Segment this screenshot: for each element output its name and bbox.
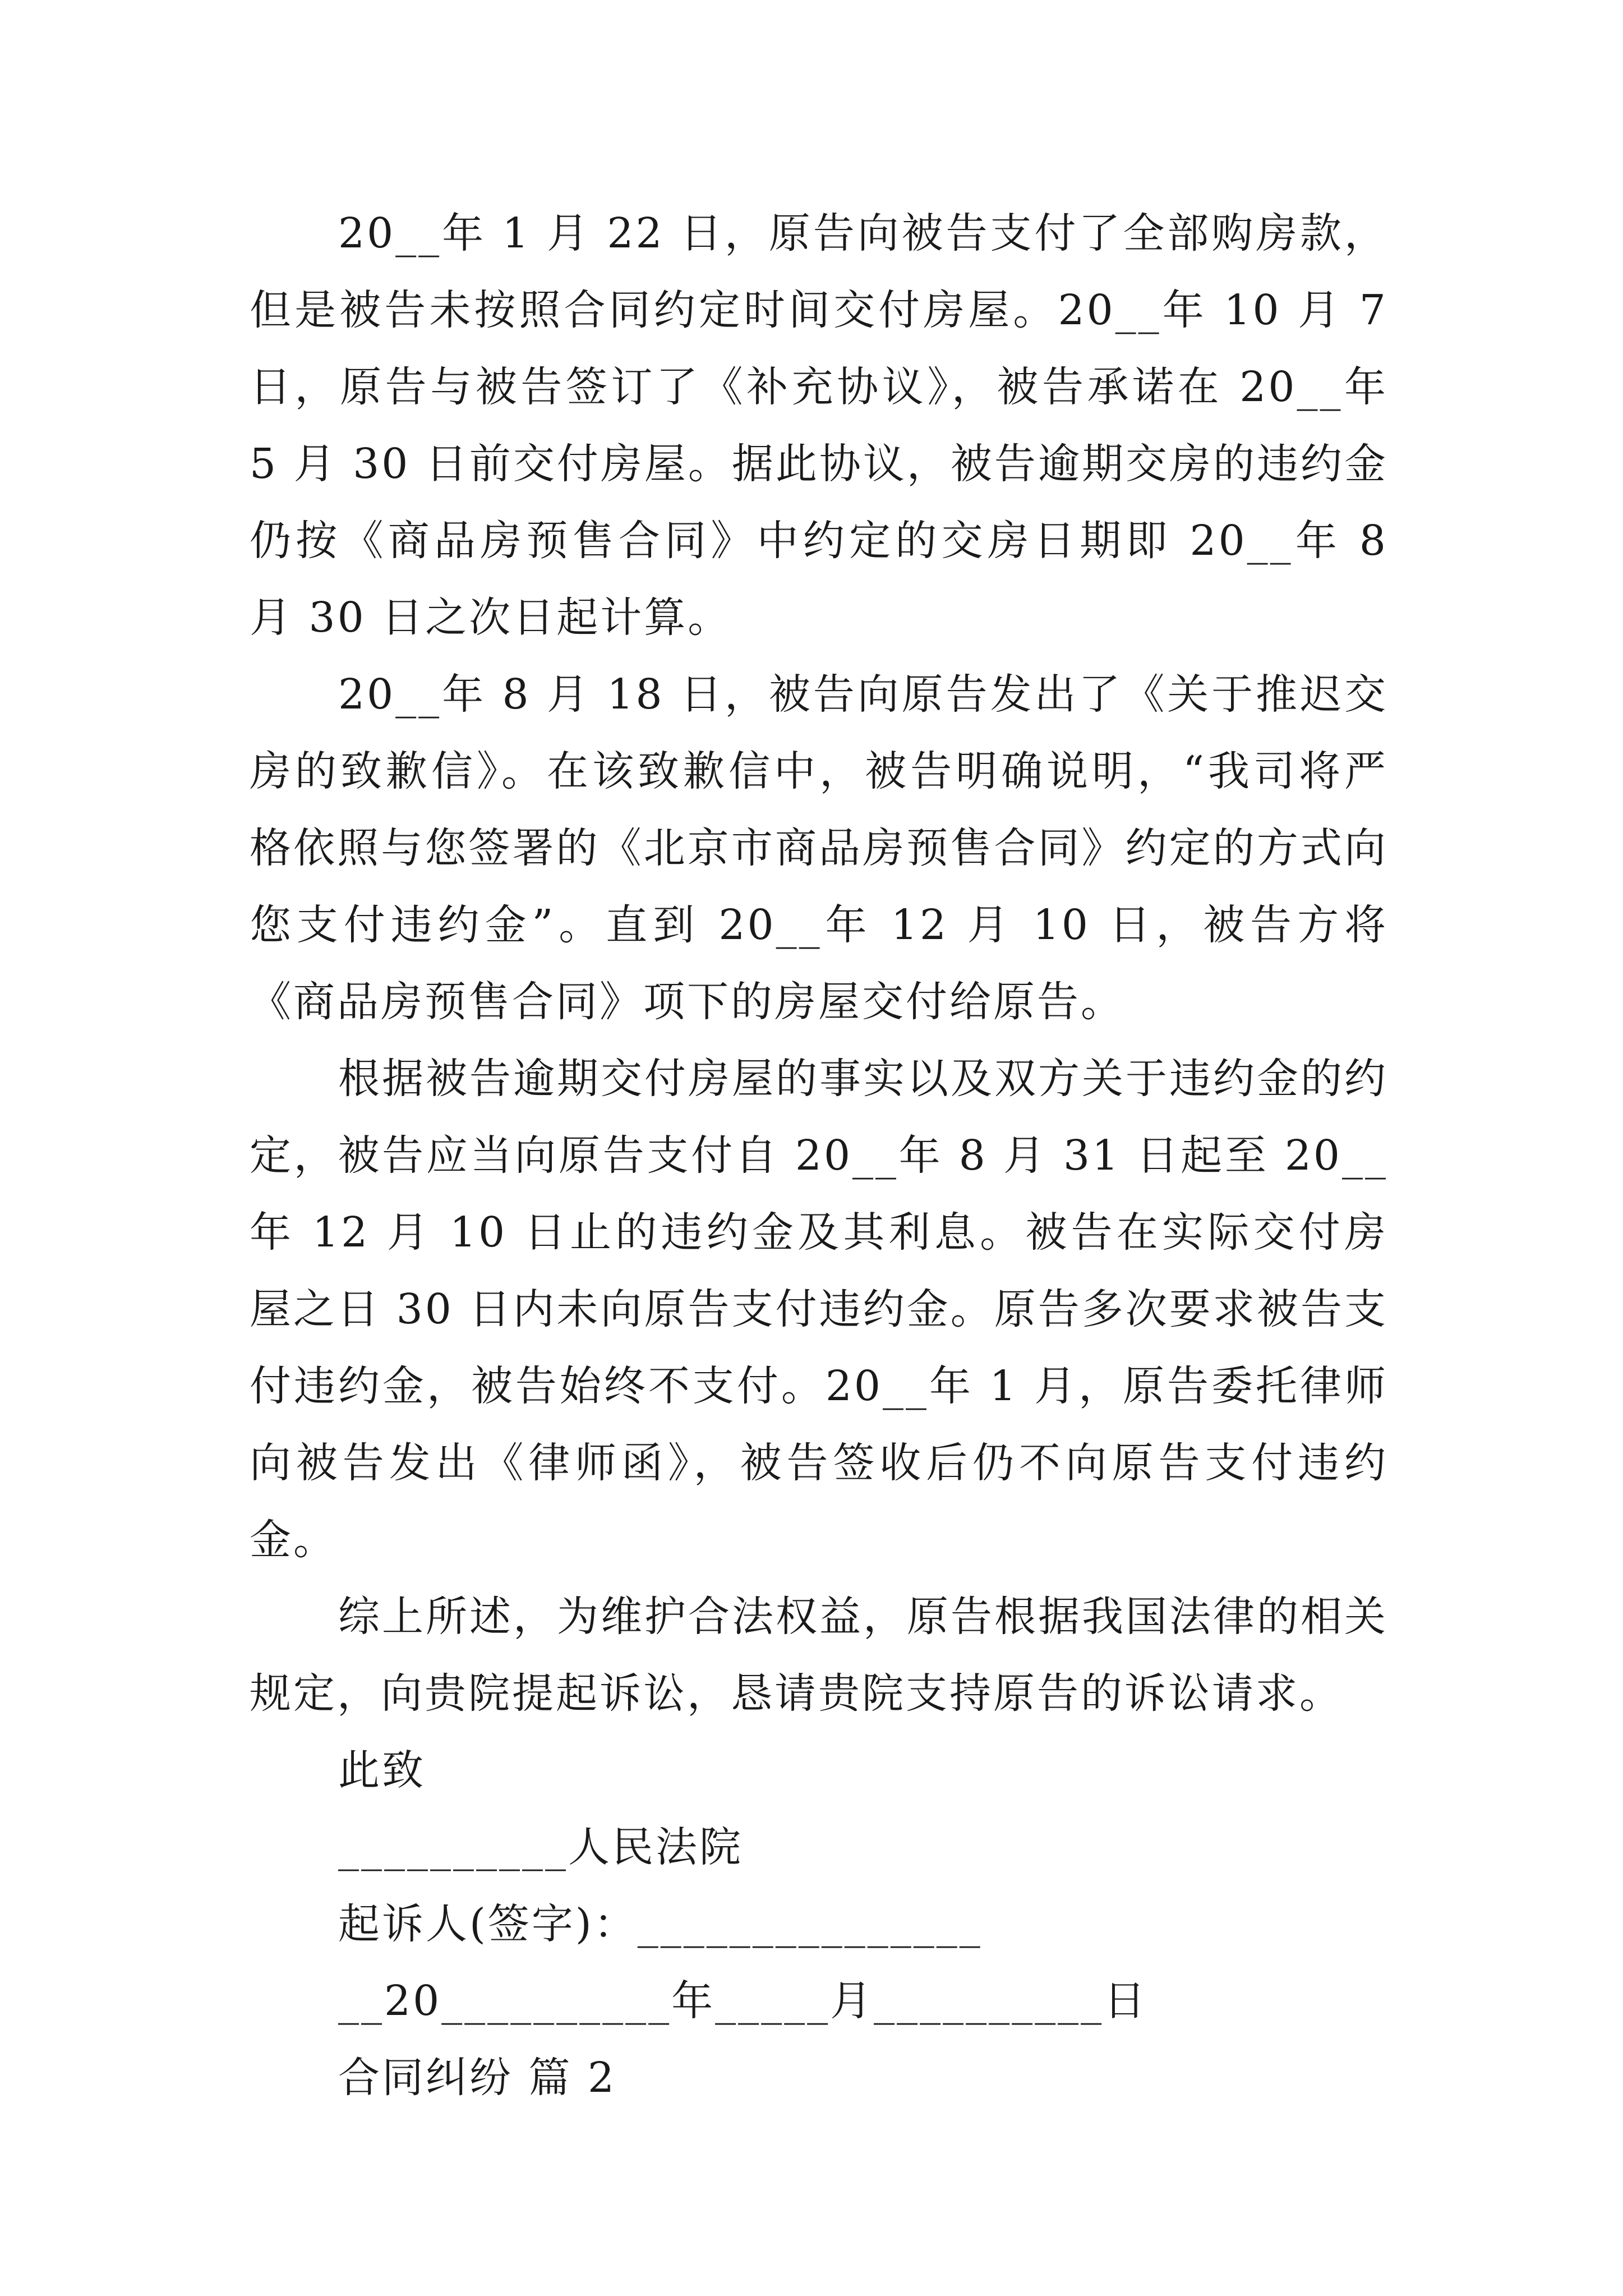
court-name-line: __________人民法院 xyxy=(338,1823,743,1871)
document-body xyxy=(250,195,1388,2116)
signature-line: 起诉人(签字)：_______________ xyxy=(338,1900,983,1948)
closing-salutation: 此致 xyxy=(338,1746,426,1795)
paragraph-payment: 20__年 1 月 22 日，原告向被告支付了全部购房款，但是被告未按照合同约定时间交付房屋。20__年 10 月 7 日，原告与被告签订了《补充协议》，被告承诺在 20__年 5 月 30 日前交付房屋。据此协议，被告逾期交房的违约金仍按《商品房预售合同》中约定的交房日期即 20__年 8 月 30 日之次日起计算。 xyxy=(250,209,1388,642)
paragraph-apology-letter: 20__年 8 月 18 日，被告向原告发出了《关于推迟交房的致歉信》。在该致歉信中，被告明确说明，“我司将严格依照与您签署的《北京市商品房预售合同》约定的方式向您支付违约金”。直到 20__年 12 月 10 日，被告方将《商品房预售合同》项下的房屋交付给原告。 xyxy=(250,670,1388,1026)
next-section-heading: 合同纠纷 篇 2 xyxy=(338,2054,617,2102)
paragraph-conclusion: 综上所述，为维护合法权益，原告根据我国法律的相关规定，向贵院提起诉讼，恳请贵院支持原告的诉讼请求。 xyxy=(250,1593,1388,1718)
paragraph-penalty-claim: 根据被告逾期交付房屋的事实以及双方关于违约金的约定，被告应当向原告支付自 20__年 8 月 31 日起至 20__年 12 月 10 日止的违约金及其利息。被告在实际交付房屋之日 30 日内未向原告支付违约金。原告多次要求被告支付违约金，被告始终不支付。20__年 1 月，原告委托律师向被告发出《律师函》，被告签收后仍不向原告支付违约金。 xyxy=(250,1055,1388,1564)
date-line: __20__________年_____月__________日 xyxy=(338,1977,1148,2025)
